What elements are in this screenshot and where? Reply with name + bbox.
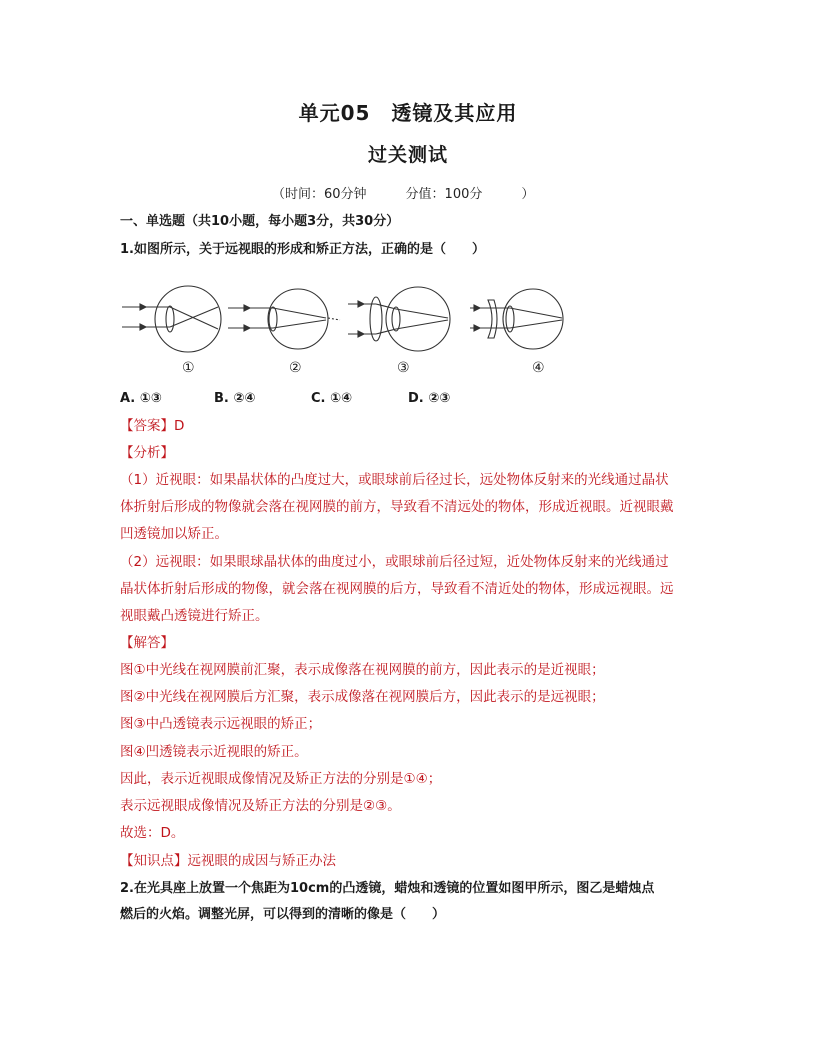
eye-diagrams-figure <box>118 284 578 360</box>
solution-line: 图③中凸透镜表示远视眼的矫正； <box>120 716 322 732</box>
figure-label-3: ③ <box>397 360 410 376</box>
question-2-stem-line1: 2.在光具座上放置一个焦距为10cm的凸透镜，蜡烛和透镜的位置如图甲所示，图乙是蜡烛点 <box>120 881 655 896</box>
option-d: D. ②③ <box>408 391 451 406</box>
solution-line: 图④凹透镜表示近视眼的矫正。 <box>120 744 308 760</box>
figure-label-2: ② <box>289 360 302 376</box>
analysis-line: （2）远视眼：如果眼球晶状体的曲度过小，或眼球前后径过短，近处物体反射来的光线通过 <box>120 554 669 570</box>
eye-diagram-2 <box>228 289 340 349</box>
unit-title: 单元05 透镜及其应用 <box>298 101 518 125</box>
time-score-info: （时间：60分钟 分值：100分 ） <box>272 187 535 202</box>
answer-line: 【答案】D <box>120 418 185 434</box>
analysis-line: 凹透镜加以矫正。 <box>120 526 228 542</box>
figure-label-4: ④ <box>532 360 545 376</box>
option-a: A. ①③ <box>120 391 162 406</box>
eye-diagram-3 <box>348 287 450 351</box>
solution-line: 表示远视眼成像情况及矫正方法的分别是②③。 <box>120 798 401 814</box>
question-2-stem-line2: 燃后的火焰。调整光屏，可以得到的清晰的像是（ ） <box>120 907 446 922</box>
analysis-line: 视眼戴凸透镜进行矫正。 <box>120 608 269 624</box>
option-c: C. ①④ <box>311 391 353 406</box>
eye-diagram-1 <box>122 286 221 352</box>
solution-line: 故选：D。 <box>120 825 185 841</box>
analysis-line: （1）近视眼：如果晶状体的凸度过大，或眼球前后径过长，远处物体反射来的光线通过晶状 <box>120 472 669 488</box>
knowledge-point: 【知识点】远视眼的成因与矫正办法 <box>120 853 336 869</box>
analysis-line: 晶状体折射后形成的物像，就会落在视网膜的后方，导致看不清近处的物体，形成远视眼。远 <box>120 581 674 597</box>
test-subtitle: 过关测试 <box>367 144 448 166</box>
figure-label-1: ① <box>182 360 195 376</box>
analysis-tag: 【分析】 <box>120 445 174 461</box>
solution-tag: 【解答】 <box>120 635 174 651</box>
solution-line: 因此，表示近视眼成像情况及矫正方法的分别是①④； <box>120 771 442 787</box>
section-heading: 一、单选题（共10小题，每小题3分，共30分） <box>120 214 400 229</box>
option-b: B. ②④ <box>214 391 256 406</box>
solution-line: 图①中光线在视网膜前汇聚，表示成像落在视网膜的前方，因此表示的是近视眼； <box>120 662 605 678</box>
analysis-line: 体折射后形成的物像就会落在视网膜的前方，导致看不清远处的物体，形成近视眼。近视眼戴 <box>120 499 674 515</box>
eye-diagram-4 <box>470 289 563 349</box>
question-1-stem: 1.如图所示，关于远视眼的形成和矫正方法，正确的是（ ） <box>120 242 485 257</box>
solution-line: 图②中光线在视网膜后方汇聚，表示成像落在视网膜后方，因此表示的是远视眼； <box>120 689 605 705</box>
